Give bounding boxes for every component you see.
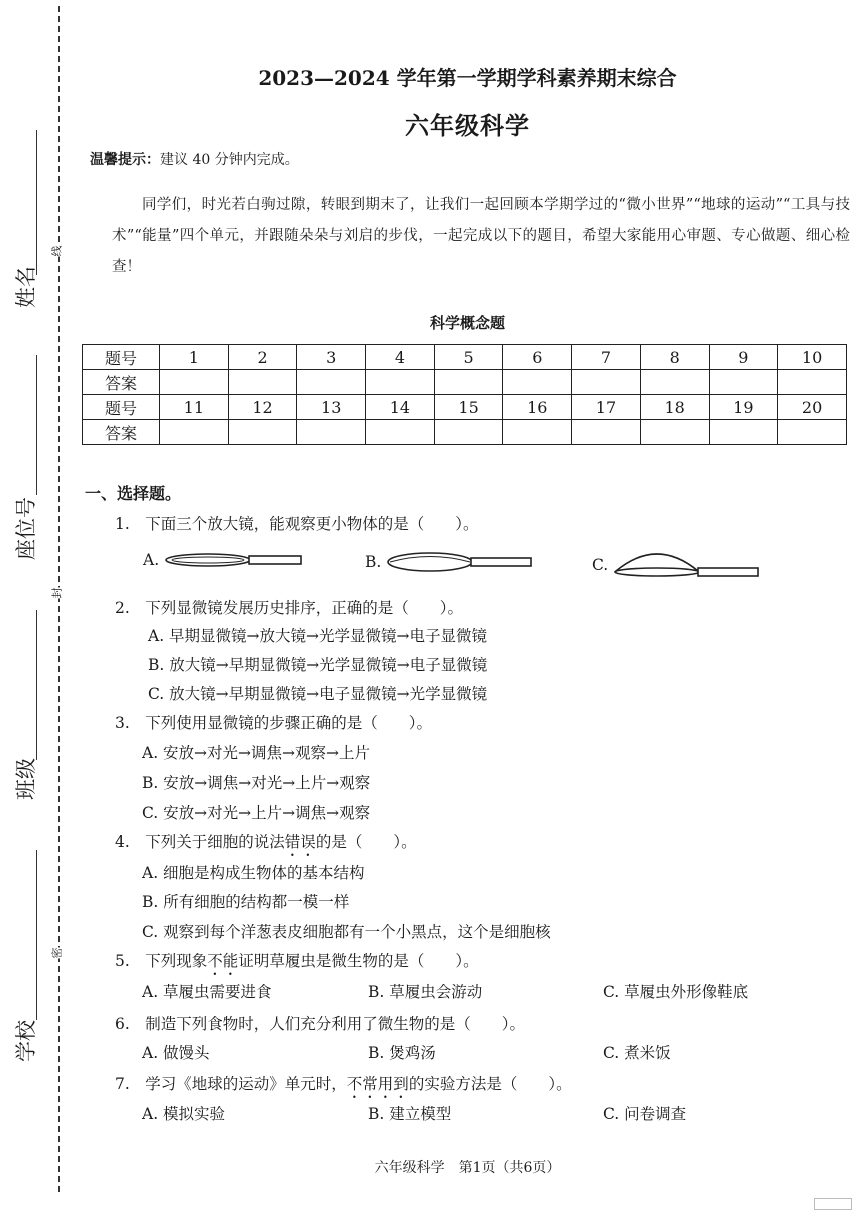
question-6-option-b[interactable]: B. 煲鸡汤 [368, 1044, 436, 1062]
binding-margin [0, 0, 80, 1218]
question-3-option-c[interactable]: C. 安放→对光→上片→调焦→观察 [142, 804, 371, 822]
answer-table-heading: 科学概念题 [429, 314, 505, 332]
answer-cell[interactable] [160, 370, 229, 395]
number-cell: 20 [778, 395, 847, 420]
option-c-label: C. [592, 556, 609, 574]
tip-text: 建议 40 分钟内完成。 [160, 152, 299, 168]
number-cell: 18 [640, 395, 709, 420]
section-title: 一、选择题。 [85, 484, 182, 503]
question-7-option-b[interactable]: B. 建立模型 [368, 1105, 452, 1123]
question-5-emphasis: 不能 [207, 952, 239, 970]
answer-cell[interactable] [640, 370, 709, 395]
flat-magnifier-icon [163, 545, 303, 575]
name-label: 姓名 [14, 266, 38, 308]
answer-cell[interactable] [778, 420, 847, 445]
number-cell: 1 [160, 345, 229, 370]
secret-mark: 密 [50, 947, 64, 959]
number-cell: 5 [434, 345, 503, 370]
answer-row-2 [83, 420, 847, 445]
tip [90, 149, 299, 169]
question-4-option-b[interactable]: B. 所有细胞的结构都一模一样 [142, 893, 350, 911]
question-6-stem: 6. 制造下列食物时，人们充分利用了微生物的是（ ）。 [115, 1015, 526, 1033]
question-2-option-a[interactable]: A. 早期显微镜→放大镜→光学显微镜→电子显微镜 [148, 627, 488, 645]
question-4-option-c[interactable]: C. 观察到每个洋葱表皮细胞都有一个小黑点，这个是细胞核 [142, 923, 551, 941]
question-7-stem [115, 1072, 572, 1102]
number-cell: 19 [709, 395, 778, 420]
question-5-option-b[interactable]: B. 草履虫会游动 [368, 983, 483, 1001]
seat-blank[interactable] [36, 355, 37, 495]
number-label: 题号 [83, 395, 160, 420]
number-cell: 4 [366, 345, 435, 370]
number-label: 题号 [83, 345, 160, 370]
answer-label: 答案 [83, 370, 160, 395]
answer-label: 答案 [83, 420, 160, 445]
answer-cell[interactable] [434, 420, 503, 445]
cut-line [58, 6, 60, 1192]
school-blank[interactable] [36, 850, 37, 1020]
answer-cell[interactable] [709, 370, 778, 395]
number-cell: 10 [778, 345, 847, 370]
question-4-option-a[interactable]: A. 细胞是构成生物体的基本结构 [142, 864, 365, 882]
question-1-option-c[interactable] [592, 545, 762, 585]
answer-cell[interactable] [228, 420, 297, 445]
line-mark: 线 [50, 245, 64, 257]
answer-cell[interactable] [366, 420, 435, 445]
question-7-emphasis: 不常用到 [346, 1075, 409, 1093]
answer-cell[interactable] [503, 370, 572, 395]
class-label: 班级 [14, 758, 38, 800]
number-cell: 14 [366, 395, 435, 420]
question-7-option-c[interactable]: C. 问卷调查 [603, 1105, 687, 1123]
class-blank[interactable] [36, 610, 37, 760]
number-row-1 [83, 345, 847, 370]
answer-cell[interactable] [297, 370, 366, 395]
number-cell: 7 [572, 345, 641, 370]
number-cell: 3 [297, 345, 366, 370]
question-5-option-c[interactable]: C. 草履虫外形像鞋底 [603, 983, 749, 1001]
question-7-option-a[interactable]: A. 模拟实验 [142, 1105, 226, 1123]
question-4-stem-start: 4. 下列关于细胞的说法 [115, 833, 285, 851]
question-2-option-b[interactable]: B. 放大镜→早期显微镜→光学显微镜→电子显微镜 [148, 656, 488, 674]
question-6-option-c[interactable]: C. 煮米饭 [603, 1044, 671, 1062]
answer-cell[interactable] [228, 370, 297, 395]
question-5-stem [115, 949, 479, 979]
convex-magnifier-icon [612, 545, 762, 585]
exam-title: 2023—2024 学年第一学期学科素养期末综合 [258, 66, 677, 90]
number-row-2 [83, 395, 847, 420]
answer-cell[interactable] [297, 420, 366, 445]
number-cell: 13 [297, 395, 366, 420]
answer-cell[interactable] [640, 420, 709, 445]
answer-cell[interactable] [778, 370, 847, 395]
question-3-option-a[interactable]: A. 安放→对光→调焦→观察→上片 [142, 744, 370, 762]
number-cell: 2 [228, 345, 297, 370]
number-cell: 11 [160, 395, 229, 420]
question-5-stem-start: 5. 下列现象 [115, 952, 208, 970]
question-7-stem-start: 7. 学习《地球的运动》单元时， [115, 1075, 347, 1093]
intro-paragraph: 同学们，时光若白驹过隙，转眼到期末了，让我们一起回顾本学期学过的“微小世界”“地球的运动”“工具与技术”“能量”四个单元，并跟随朵朵与刘启的步伐，一起完成以下的题目，希望大家能用心审题、专心做题、细心检查！ [112, 197, 850, 275]
answer-row-1 [83, 370, 847, 395]
seal-mark: 封 [50, 587, 64, 599]
exam-subtitle: 六年级科学 [405, 111, 530, 140]
question-5-stem-end: 证明草履虫是微生物的是（ ）。 [238, 952, 479, 970]
question-1-option-a[interactable] [143, 545, 303, 575]
answer-cell[interactable] [434, 370, 503, 395]
page-footer: 六年级科学 第1页（共6页） [374, 1160, 561, 1176]
question-3-option-b[interactable]: B. 安放→调焦→对光→上片→观察 [142, 774, 371, 792]
question-1-stem: 1. 下面三个放大镜，能观察更小物体的是（ ）。 [115, 515, 479, 533]
name-blank[interactable] [36, 130, 37, 275]
question-2-stem: 2. 下列显微镜发展历史排序，正确的是（ ）。 [115, 599, 464, 617]
question-4-stem-end: 的是（ ）。 [315, 833, 417, 851]
number-cell: 12 [228, 395, 297, 420]
number-cell: 15 [434, 395, 503, 420]
number-cell: 8 [640, 345, 709, 370]
question-1-option-b[interactable] [365, 545, 535, 579]
answer-cell[interactable] [503, 420, 572, 445]
seat-label: 座位号 [14, 497, 38, 560]
answer-cell[interactable] [572, 370, 641, 395]
question-5-option-a[interactable]: A. 草履虫需要进食 [142, 983, 272, 1001]
school-label: 学校 [14, 1020, 38, 1062]
question-3-stem: 3. 下列使用显微镜的步骤正确的是（ ）。 [115, 714, 433, 732]
number-cell: 16 [503, 395, 572, 420]
scanner-logo [814, 1198, 852, 1210]
question-2-option-c[interactable]: C. 放大镜→早期显微镜→电子显微镜→光学显微镜 [148, 685, 488, 703]
question-7-stem-end: 的实验方法是（ ）。 [408, 1075, 572, 1093]
option-b-label: B. [365, 553, 382, 571]
answer-cell[interactable] [709, 420, 778, 445]
number-cell: 6 [503, 345, 572, 370]
question-6-option-a[interactable]: A. 做馒头 [142, 1044, 210, 1062]
number-cell: 17 [572, 395, 641, 420]
tip-label: 温馨提示： [90, 152, 160, 168]
number-cell: 9 [709, 345, 778, 370]
answer-cell[interactable] [572, 420, 641, 445]
option-a-label: A. [143, 551, 160, 569]
question-4-emphasis: 错误 [284, 833, 316, 851]
question-4-stem [115, 830, 417, 860]
medium-magnifier-icon [385, 545, 535, 579]
answer-table [82, 344, 847, 445]
answer-cell[interactable] [366, 370, 435, 395]
answer-cell[interactable] [160, 420, 229, 445]
